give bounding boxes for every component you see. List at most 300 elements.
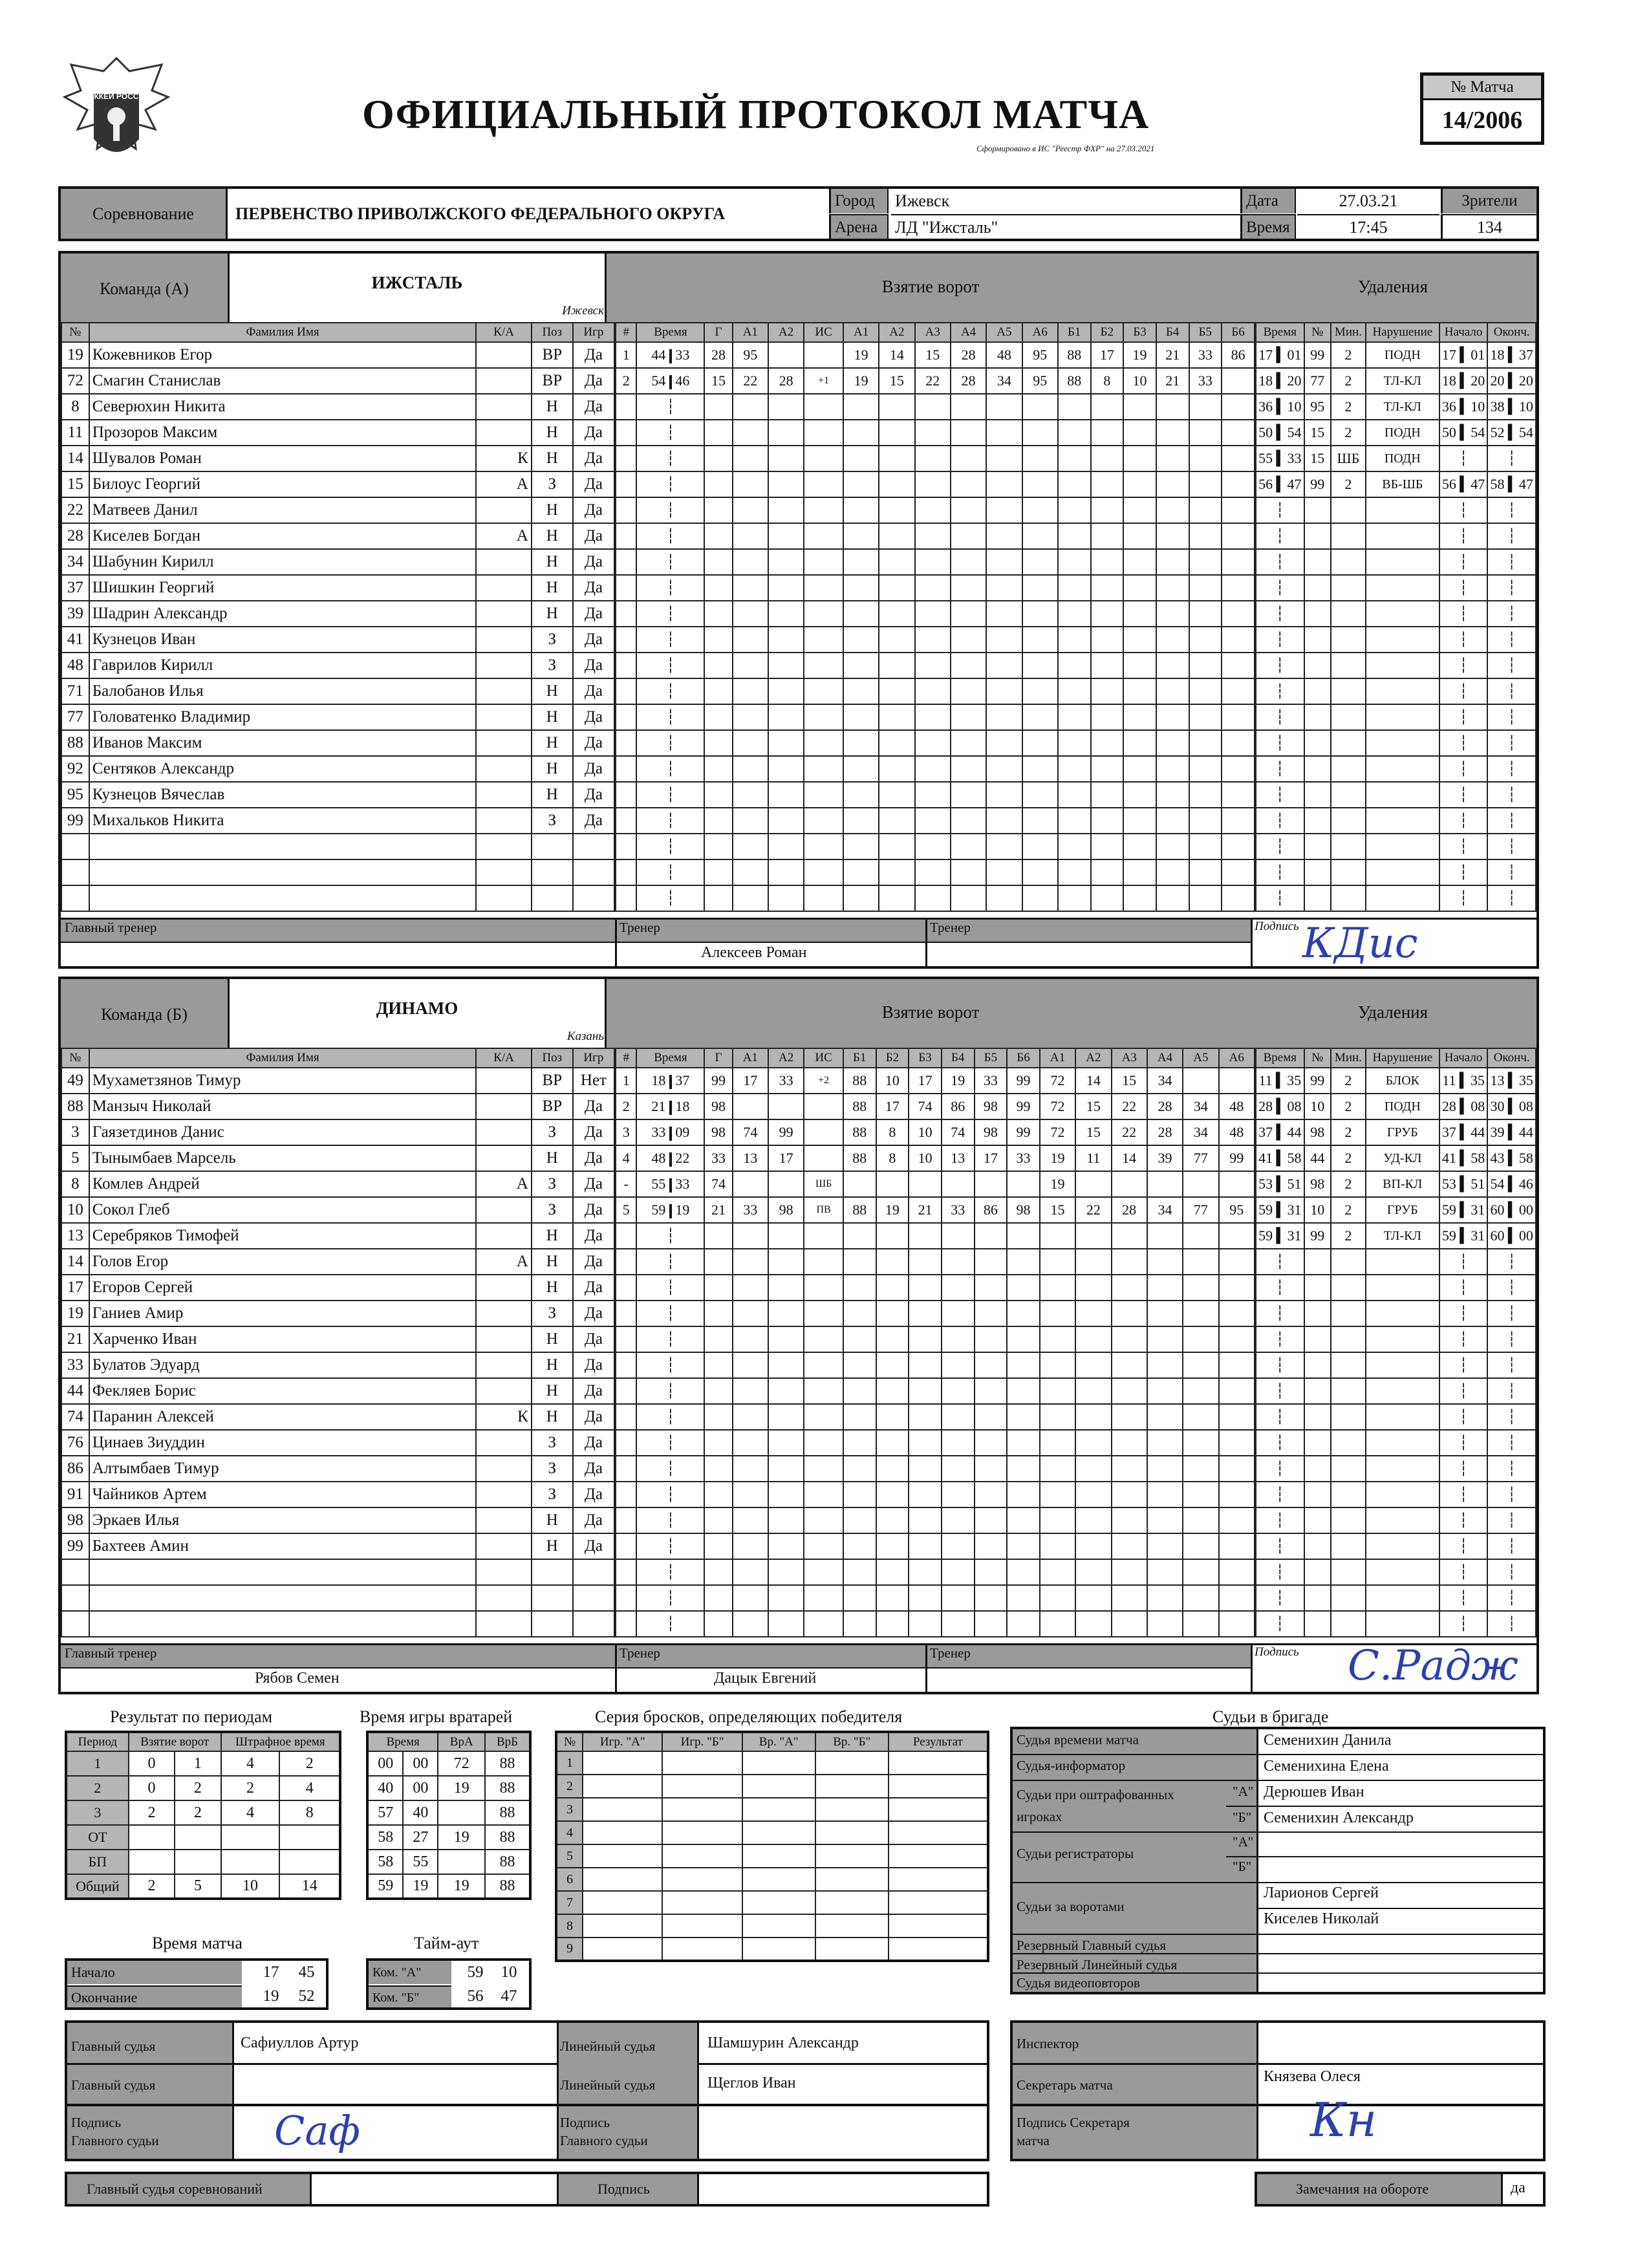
goal-cell (804, 1585, 843, 1611)
penalty-cell (1366, 1249, 1439, 1275)
penalty-end: 58 ▍47 (1487, 471, 1536, 497)
goal-cell (915, 549, 951, 575)
penalty-cell (1331, 782, 1366, 808)
goal-assist-2 (768, 1094, 804, 1119)
goal-cell (804, 678, 843, 704)
goal-cell (1222, 885, 1255, 911)
goal-number (616, 1559, 636, 1585)
goal-cell (843, 834, 879, 859)
player-position: З (532, 1456, 573, 1482)
goal-number (616, 653, 636, 678)
goal-cell (804, 1378, 843, 1404)
goal-cell (1156, 575, 1189, 601)
player-captain: К (476, 446, 532, 471)
goal-cell (1123, 808, 1156, 834)
penalty-start: ┆ (1439, 678, 1488, 704)
goal-number (616, 1223, 636, 1249)
match-time-box (65, 1958, 329, 2010)
period-pim-b: 4 (279, 1776, 340, 1800)
goal-cell (704, 1585, 732, 1611)
penalty-time: ┆ (1256, 834, 1304, 859)
goal-cell (1222, 523, 1255, 549)
goal-on-ice: 88 (843, 1094, 876, 1119)
player-played: Да (573, 653, 614, 678)
penalty-start: ┆ (1439, 1611, 1488, 1637)
penalty-row (1256, 1249, 1536, 1275)
competition-label: Соревнование (61, 189, 228, 239)
player-captain (476, 497, 532, 523)
penalty-cell (1331, 601, 1366, 627)
penalty-cell (1304, 1275, 1331, 1301)
penalty-cell (1366, 730, 1439, 756)
goal-cell (733, 523, 768, 549)
goals-a-header: А1 (843, 323, 879, 342)
player-position: Н (532, 523, 573, 549)
goal-time: ┆ (636, 1223, 704, 1249)
goal-cell (1022, 885, 1058, 911)
goal-cell (1123, 420, 1156, 446)
player-row (61, 1119, 614, 1145)
goal-cell (909, 1223, 942, 1249)
goal-cell (843, 1404, 876, 1430)
goal-cell (768, 394, 804, 420)
player-row (61, 1197, 614, 1223)
player-position: ВР (532, 1094, 573, 1119)
penalty-end: ┆ (1487, 1482, 1536, 1507)
goal-time: ┆ (636, 653, 704, 678)
goal-row (616, 1585, 1255, 1611)
goalie-row (367, 1751, 530, 1776)
goal-cell (733, 885, 768, 911)
player-played: Да (573, 808, 614, 834)
goal-scorer: 28 (704, 342, 732, 368)
goal-time: ┆ (636, 678, 704, 704)
penalty-time: ┆ (1256, 1404, 1304, 1430)
player-row (61, 834, 614, 859)
roster-a-header: № (61, 323, 89, 342)
goalie-second: 00 (403, 1751, 438, 1776)
period-goals-b (175, 1850, 221, 1874)
goal-cell (704, 1559, 732, 1585)
goal-cell (1222, 471, 1255, 497)
goalie-a: 19 (438, 1874, 485, 1899)
goal-on-ice (876, 1171, 909, 1197)
penalty-cell (1331, 1430, 1366, 1456)
goal-cell (879, 420, 914, 446)
goal-cell (1219, 1559, 1255, 1585)
player-name: Киселев Богдан (89, 523, 477, 549)
goal-cell (733, 1326, 768, 1352)
time-separator (669, 1178, 672, 1193)
city-label: Город (829, 189, 889, 213)
goal-opponent-on-ice: 88 (1058, 342, 1091, 368)
goal-row (616, 1275, 1255, 1301)
goal-cell (876, 1404, 909, 1430)
goals-a-header: А6 (1022, 323, 1058, 342)
shootout-number: 8 (556, 1914, 583, 1938)
penalty-row (1256, 1171, 1536, 1197)
line-referee-label: Линейный судья (560, 2038, 656, 2054)
player-number: 13 (61, 1223, 89, 1249)
team-b-name: ДИНАМО (376, 999, 458, 1018)
penalty-time: ┆ (1256, 1456, 1304, 1482)
penalty-cell (1304, 1559, 1331, 1585)
goal-cell (915, 523, 951, 549)
goal-time (636, 1068, 704, 1094)
player-captain (476, 627, 532, 653)
player-row (61, 1430, 614, 1456)
player-row (61, 1611, 614, 1637)
penalty-cell (1331, 1404, 1366, 1430)
timeout-b-min: 56 (467, 1987, 484, 2005)
goal-cell (1091, 471, 1124, 497)
goal-on-ice: 99 (1007, 1068, 1040, 1094)
goalie-row (367, 1800, 530, 1825)
goal-opponent-on-ice: 28 (1147, 1094, 1183, 1119)
goal-cell (704, 420, 732, 446)
goal-opponent-on-ice: 33 (1189, 368, 1222, 394)
goal-cell (704, 497, 732, 523)
goal-number (616, 1352, 636, 1378)
goal-cell (1075, 1404, 1111, 1430)
goal-time: ┆ (636, 730, 704, 756)
goal-cell (1091, 627, 1124, 653)
goal-cell (1156, 730, 1189, 756)
player-position: Н (532, 1249, 573, 1275)
period-goals-a (129, 1850, 175, 1874)
goal-cell (1189, 859, 1222, 885)
goal-cell (1123, 859, 1156, 885)
goal-cell (942, 1249, 975, 1275)
shootout-cell (662, 1798, 742, 1821)
goal-assist-2 (768, 342, 804, 368)
periods-title: Результат по периодам (110, 1707, 273, 1726)
goal-cell (843, 756, 879, 782)
goal-cell (879, 730, 914, 756)
goal-cell (1147, 1404, 1183, 1430)
goal-cell (876, 1456, 909, 1482)
goal-second: 46 (675, 373, 690, 389)
goal-cell (915, 394, 951, 420)
goal-opponent-on-ice: 15 (1075, 1119, 1111, 1145)
goal-minute: 55 (651, 1176, 666, 1192)
match-start-hour: 17 (263, 1963, 279, 1981)
penalty-minutes: 2 (1331, 1119, 1366, 1145)
goal-on-ice: 74 (942, 1119, 975, 1145)
penalty-cell (1366, 549, 1439, 575)
penalty-time: ┆ (1256, 549, 1304, 575)
goal-cell (804, 1533, 843, 1559)
shootout-cell (662, 1751, 742, 1775)
penalty-cell (1366, 1430, 1439, 1456)
player-played: Да (573, 1145, 614, 1171)
match-number-box (1420, 72, 1544, 145)
penalty-start: ┆ (1439, 601, 1488, 627)
goal-cell (876, 1585, 909, 1611)
goals-b-header: Б4 (942, 1048, 975, 1068)
penalty-cell (1331, 653, 1366, 678)
goal-number (616, 1249, 636, 1275)
penalty-time: ┆ (1256, 1301, 1304, 1326)
player-captain (476, 1352, 532, 1378)
goal-cell (768, 471, 804, 497)
penalty-end: ┆ (1487, 1585, 1536, 1611)
player-captain (476, 1482, 532, 1507)
penalty-cell (1366, 1404, 1439, 1430)
goal-cell (733, 471, 768, 497)
penalty-start: ┆ (1439, 1482, 1488, 1507)
goal-cell (986, 730, 1022, 756)
penalty-row (1256, 1611, 1536, 1637)
goal-cell (879, 704, 914, 730)
goal-cell (915, 730, 951, 756)
goal-cell (1007, 1482, 1040, 1507)
goal-cell (804, 420, 843, 446)
shootout-cell (742, 1891, 815, 1914)
goal-cell (975, 1249, 1008, 1275)
goal-cell (942, 1275, 975, 1301)
goal-row (616, 1326, 1255, 1352)
goal-number (616, 1326, 636, 1352)
goal-cell (704, 394, 732, 420)
penalty-row (1256, 1585, 1536, 1611)
goal-opponent-on-ice: 22 (1075, 1197, 1111, 1223)
penalty-player: 10 (1304, 1094, 1331, 1119)
goalie-second: 55 (403, 1850, 438, 1874)
player-name: Цинаев Зиуддин (89, 1430, 477, 1456)
penalty-cell (1304, 1482, 1331, 1507)
roster-b-header: № (61, 1048, 89, 1068)
player-position: Н (532, 782, 573, 808)
penalty-cell (1304, 1430, 1331, 1456)
player-captain (476, 1533, 532, 1559)
period-name: Общий (66, 1874, 129, 1899)
page-title: ОФИЦИАЛЬНЫЙ ПРОТОКОЛ МАТЧА (362, 91, 1150, 137)
goal-cell (733, 1533, 768, 1559)
goal-cell (768, 1352, 804, 1378)
goal-cell (1022, 653, 1058, 678)
goal-number (616, 446, 636, 471)
main-referee-2-label: Главный судья (71, 2077, 156, 2093)
player-played: Да (573, 342, 614, 368)
goal-number: 2 (616, 1094, 636, 1119)
penalty-time: ┆ (1256, 1482, 1304, 1507)
goal-cell (1189, 756, 1222, 782)
penalty-end: ┆ (1487, 653, 1536, 678)
goal-cell (1183, 1482, 1218, 1507)
player-captain (476, 1507, 532, 1533)
player-name: Кожевников Егор (89, 342, 477, 368)
player-played: Да (573, 471, 614, 497)
goal-on-ice: 17 (876, 1094, 909, 1119)
goal-cell (1219, 1533, 1255, 1559)
goal-on-ice: 17 (975, 1145, 1008, 1171)
goal-number (616, 1456, 636, 1482)
penalty-cell (1366, 885, 1439, 911)
player-played (573, 885, 614, 911)
goal-time: ┆ (636, 1249, 704, 1275)
roster-a-header: Поз (532, 323, 573, 342)
player-played: Да (573, 446, 614, 471)
goal-on-ice: 98 (975, 1119, 1008, 1145)
goal-judge-1: Ларионов Сергей (1264, 1885, 1379, 1901)
penalty-start: ┆ (1439, 1456, 1488, 1482)
goal-cell (843, 1326, 876, 1352)
goal-row (616, 1611, 1255, 1637)
penalty-time: ┆ (1256, 859, 1304, 885)
goal-time: ┆ (636, 1611, 704, 1637)
goal-number (616, 471, 636, 497)
penalty-row (1256, 1119, 1536, 1145)
penalty-start: ┆ (1439, 859, 1488, 885)
goal-cell (704, 1275, 732, 1301)
shootout-row (556, 1938, 988, 1961)
team-a-head-coach-label: Главный тренер (65, 920, 157, 935)
penalty-time: ┆ (1256, 1430, 1304, 1456)
player-row (61, 808, 614, 834)
goal-cell (909, 1326, 942, 1352)
player-row (61, 756, 614, 782)
penalty-time: 56 ▍47 (1256, 471, 1304, 497)
goal-row (616, 730, 1255, 756)
player-number: 99 (61, 1533, 89, 1559)
penalty-cell (1304, 1533, 1331, 1559)
goal-cell (1189, 704, 1222, 730)
goal-assist-1 (733, 1094, 768, 1119)
penalty-official-b: Семенихин Александр (1264, 1809, 1414, 1826)
goal-time: ┆ (636, 1533, 704, 1559)
penalty-start: ┆ (1439, 1585, 1488, 1611)
goal-cell (1022, 549, 1058, 575)
player-row (61, 1249, 614, 1275)
goal-cell (876, 1611, 909, 1637)
player-position: Н (532, 420, 573, 446)
shootout-cell (662, 1775, 742, 1798)
goal-opponent-on-ice (1183, 1171, 1218, 1197)
penalty-start: ┆ (1439, 1275, 1488, 1301)
shootout-cell (742, 1938, 815, 1961)
team-b-goals-title: Взятие ворот (881, 1002, 980, 1022)
goal-cell (942, 1533, 975, 1559)
goal-cell (1058, 859, 1091, 885)
player-name: Эркаев Илья (89, 1507, 477, 1533)
goalie-row (367, 1776, 530, 1800)
penalty-row (1256, 1456, 1536, 1482)
goal-cell (909, 1456, 942, 1482)
goal-cell (1219, 1585, 1255, 1611)
goal-on-ice: 88 (843, 1197, 876, 1223)
penalty-row (1256, 859, 1536, 885)
goal-cell (733, 756, 768, 782)
penalty-start: ┆ (1439, 1430, 1488, 1456)
goals-a-header: А2 (768, 323, 804, 342)
period-row (66, 1800, 340, 1825)
player-captain (476, 1068, 532, 1094)
goal-opponent-on-ice: 34 (1147, 1197, 1183, 1223)
goalie-b: 88 (485, 1850, 530, 1874)
remarks-value: да (1511, 2179, 1525, 2196)
goal-cell (1075, 1275, 1111, 1301)
penalty-row (1256, 342, 1536, 368)
goal-cell (915, 885, 951, 911)
penalty-row (1256, 808, 1536, 834)
goal-cell (843, 394, 879, 420)
period-pim-a (221, 1850, 280, 1874)
goal-cell (733, 394, 768, 420)
player-number: 5 (61, 1145, 89, 1171)
goal-number (616, 497, 636, 523)
goal-cell (768, 653, 804, 678)
goal-cell (843, 1352, 876, 1378)
goal-cell (1112, 1275, 1147, 1301)
player-played: Да (573, 575, 614, 601)
goals-a-header: Г (704, 323, 732, 342)
penalty-cell (1331, 1352, 1366, 1378)
goal-cell (704, 1378, 732, 1404)
goal-cell (704, 1404, 732, 1430)
timeout-title: Тайм-аут (414, 1934, 479, 1952)
player-played: Да (573, 497, 614, 523)
player-position (532, 834, 573, 859)
penalty-start: 11 ▍35 (1439, 1068, 1488, 1094)
penalty-row (1256, 420, 1536, 446)
goal-cell (768, 1611, 804, 1637)
goal-cell (1147, 1482, 1183, 1507)
penalty-cell (1331, 1378, 1366, 1404)
goal-cell (942, 1223, 975, 1249)
penalty-start: ┆ (1439, 1301, 1488, 1326)
penalty-infraction: ПОДН (1366, 342, 1439, 368)
period-pim-b: 8 (279, 1800, 340, 1825)
goalie-row (367, 1825, 530, 1850)
penalty-row (1256, 653, 1536, 678)
team-a-section (58, 251, 1539, 969)
goal-assist-1: 22 (733, 368, 768, 394)
registrar-a-tag: "А" (1233, 1834, 1254, 1850)
goal-time: ┆ (636, 1326, 704, 1352)
player-number: 91 (61, 1482, 89, 1507)
shootout-number: 1 (556, 1751, 583, 1775)
goal-cell (804, 782, 843, 808)
shootout-cell (815, 1775, 889, 1798)
penalty-row (1256, 368, 1536, 394)
goal-cell (1091, 885, 1124, 911)
goal-number (616, 549, 636, 575)
goal-cell (1183, 1378, 1218, 1404)
player-number: 92 (61, 756, 89, 782)
goal-cell (843, 678, 879, 704)
player-row (61, 653, 614, 678)
goal-cell (909, 1249, 942, 1275)
goal-cell (1156, 704, 1189, 730)
player-played: Да (573, 1378, 614, 1404)
team-a-coach-1: Алексеев Роман (701, 944, 807, 961)
player-captain (476, 756, 532, 782)
goal-cell (879, 653, 914, 678)
goalie-a: 72 (438, 1751, 485, 1776)
goal-cell (1123, 678, 1156, 704)
goal-cell (843, 471, 879, 497)
goal-time: ┆ (636, 1559, 704, 1585)
penalty-end: ┆ (1487, 446, 1536, 471)
goal-number: 1 (616, 1068, 636, 1094)
goal-cell (843, 653, 879, 678)
time-separator (669, 349, 672, 363)
penalty-start: ┆ (1439, 782, 1488, 808)
penalty-row (1256, 497, 1536, 523)
goal-cell (733, 704, 768, 730)
goal-on-ice: 48 (986, 342, 1022, 368)
